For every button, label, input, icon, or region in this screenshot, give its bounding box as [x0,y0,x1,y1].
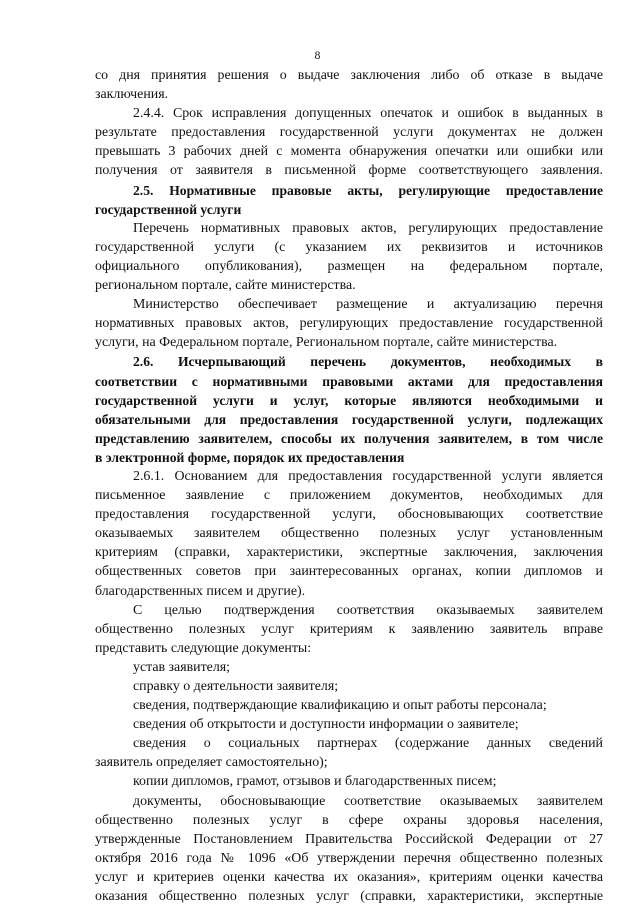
paragraph-confirmation-purpose [95,601,603,658]
text-line: 2.6.1. Основанием для предоставления государственной услуги является [133,468,603,484]
text-line: Министерство обеспечивает размещение и актуализацию перечня [133,297,603,313]
text-line: государственной услуги и услуг, которые являются необходимыми и [95,392,603,408]
text-line: представлению заявителем, способы их получения заявителем, в том числе [95,430,603,446]
text-line: получения от заявителя в письменной форме соответствующего заявления. [95,163,603,179]
paragraph-legal-acts-list [95,219,603,295]
text-line: благодарственных писем и другие). [95,583,306,599]
list-item-diplomas [95,772,603,791]
text-line: услуг и критериев оценки качества их оказания», критериям оценки качества [95,869,603,885]
text-line: региональном портале, сайте министерства. [95,278,356,294]
text-line: нормативных правовых актов, регулирующих предоставление государственной [95,316,603,332]
list-item: справку о деятельности заявителя; [133,679,339,694]
text-line: соответствии с нормативными правовыми актами для предоставления [95,373,603,389]
text-line: 2.6. Исчерпывающий перечень документов, необходимых в [133,354,603,370]
section-heading-2-6 [95,352,603,467]
text-line: представить следующие документы: [95,640,312,656]
list-item: сведения, подтверждающие квалификацию и опыт работы персонала; [133,698,547,714]
list-item: копии дипломов, грамот, отзывов и благодарственных писем; [133,774,497,790]
text-line: Перечень нормативных правовых актов, регулирующих предоставление [133,220,603,236]
paragraph-decision-continuation [95,66,603,104]
text-line: оказания общественно полезных услуг (справки, характеристики, экспертные [95,889,603,905]
text-line: заявитель определяет самостоятельно); [95,755,328,771]
list-item: сведения об открытости и доступности информации о заявителе; [133,717,519,733]
text-line: предоставления государственной услуги, обосновывающих соответствие [95,507,603,523]
list-item: устав заявителя; [133,659,230,675]
list-item-health-documents [95,792,603,906]
list-item-social-partners [95,734,603,772]
text-line: общественных советов при заинтересованных органах, копии дипломов и [95,564,603,580]
text-line: документы, обосновывающие соответствие оказываемых заявителем [133,793,603,809]
document-body [95,66,603,906]
text-line: превышать 3 рабочих дней с момента обнаружения опечатки или ошибки или [95,144,603,160]
text-line: письменное заявление с приложением документов, необходимых для [95,488,603,504]
text-line: С целью подтверждения соответствия оказываемых заявителем [133,602,603,618]
section-heading-2-5 [95,181,603,219]
paragraph-2-4-4 [95,104,603,180]
page-number: 8 [314,50,321,62]
text-line: сведения о социальных партнерах (содержание данных сведений [133,736,603,752]
text-line: государственной услуги (с указанием их реквизитов и источников [95,239,603,255]
text-line: обязательными для предоставления государственной услуги, подлежащих [95,411,603,427]
text-line: октября 2016 года № 1096 «Об утверждении перечня общественно полезных [95,850,603,866]
text-line: общественно полезных услуг в сфере охраны здоровья населения, [95,812,603,828]
text-line: оказываемых заявителем общественно полезных услуг установленным [95,526,603,542]
document-list [95,658,603,734]
paragraph-2-6-1 [95,467,603,601]
text-line: 2.5. Нормативные правовые акты, регулирующие предоставление [133,182,603,198]
text-line: со дня принятия решения о выдаче заключения либо об отказе в выдаче [95,68,603,83]
text-line: общественно полезных услуг критериям к заявлению заявитель вправе [95,621,603,637]
text-line: в электронной форме, порядок их предоставления [95,449,405,465]
text-line: критериям (справки, характеристики, экспертные заключения, заключения [95,545,603,561]
text-line: результате предоставления государственной услуги документах не должен [95,125,603,141]
paragraph-ministry-updates [95,295,603,352]
text-line: официального опубликования), размещен на федеральном портале, [95,258,603,274]
text-line: заключения. [95,87,169,103]
text-line: 2.4.4. Срок исправления допущенных опечаток и ошибок в выданных в [133,106,603,122]
text-line: утвержденные Постановлением Правительства Российской Федерации от 27 [95,831,603,847]
text-line: услуги, на Федеральном портале, Региональном портале, сайте министерства. [95,335,558,351]
text-line: государственной услуги [95,201,242,217]
